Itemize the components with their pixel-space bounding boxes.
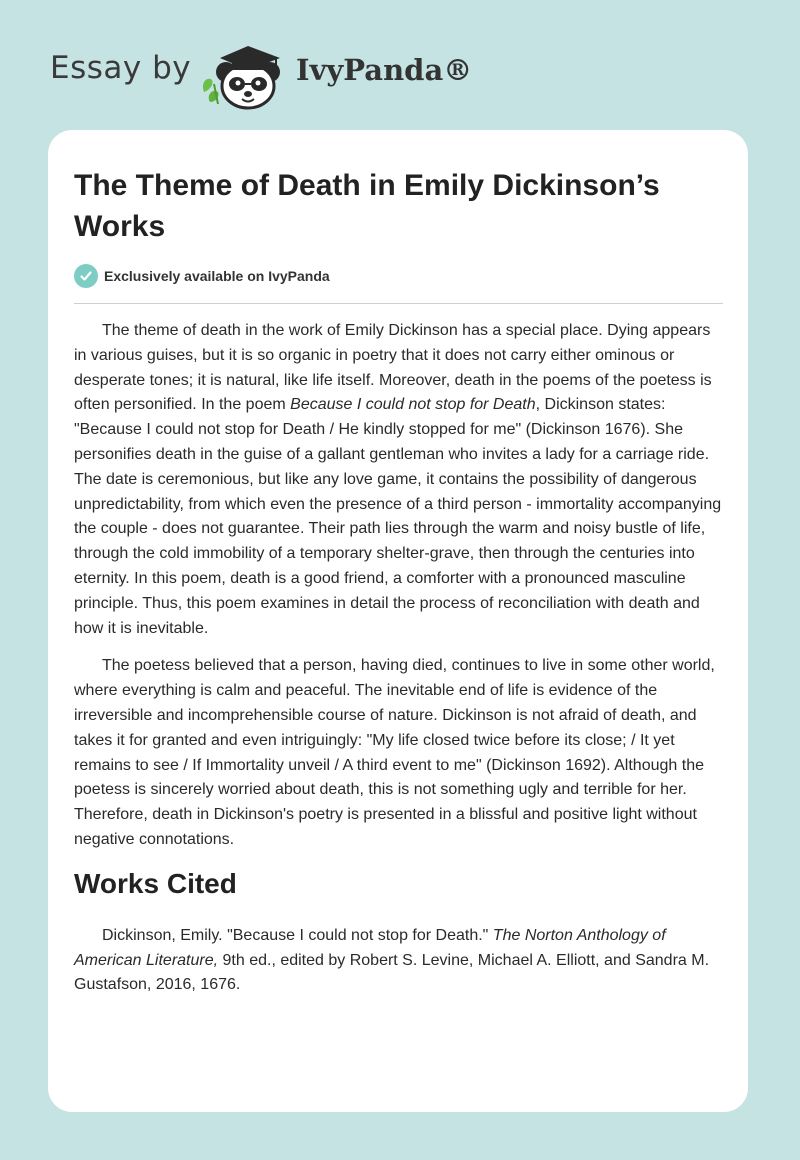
page-title: The Theme of Death in Emily Dickinson’s Works xyxy=(74,169,660,243)
poem-title: Because I could not stop for Death xyxy=(290,396,536,414)
paragraph-2: The poetess believed that a person, having died, continues to live in some other world, where everything is calm and peaceful. The inevitable end of life is evidence of the irreversible and incomprehensible course of nature. Dickinson is not afraid of death, and takes it for granted and even intriguingly: "My life closed twice before its close; / It yet remains to see / If Immortality unveil / A third event to me" (Dickinson 1692). Although the poetess is sincerely worried about death, this is not something ugly and terrible for her. Therefore, death in Dickinson's poetry is presented in a blissful and positive light without negative connotations. xyxy=(74,657,715,848)
citation-text-b: 9th ed., edited by Robert S. Levine, Michael A. Elliott, and Sandra M. Gustafson, 2016, 1676. xyxy=(74,951,710,994)
essay-card xyxy=(48,130,748,1112)
essay-by-label: Essay by xyxy=(50,50,192,86)
exclusive-badge xyxy=(74,262,330,290)
paragraph-1-text-a: The theme of death in the work of Emily Dickinson has a special place. Dying appears in various guises, but it is so organic in poetry that it does not carry either ominous or desperate tones; it is natural, like life itself. Moreover, death in the poems of the poetess is often personified. In the poem xyxy=(74,322,712,414)
badge-label: Exclusively available on IvyPanda xyxy=(104,268,330,284)
works-cited-heading: Works Cited xyxy=(74,867,237,899)
citation-entry xyxy=(74,924,726,998)
site-header xyxy=(0,0,800,120)
citation-text-a: Dickinson, Emily. "Because I could not stop for Death." xyxy=(102,926,493,944)
paragraph-1-text-b: , Dickinson states: "Because I could not stop for Death / He kindly stopped for me" (Dickinson 1676). She personifies death in the guise of a gallant gentleman who invites a lady for a carriage ride. The date is ceremonious, but like any love game, it contains the possibility of dangerous unpredictability, from which even the presence of a third person - immortality accompanying the couple - does not guarantee. Their path lies through the warm and noisy bustle of life, through the cold immobility of a temporary shelter-grave, then through the centuries into eternity. In this poem, death is a good friend, a comforter with a pronounced masculine principle. Thus, this poem examines in detail the process of reconciliation with death and how it is inevitable. xyxy=(74,396,722,637)
brand-name[interactable]: IvyPanda® xyxy=(296,53,473,87)
check-circle-icon xyxy=(74,264,98,288)
paragraph-1 xyxy=(74,319,726,641)
article-body xyxy=(74,319,726,998)
divider xyxy=(74,303,723,304)
panda-graduate-icon xyxy=(200,38,292,110)
citation-source-title: The Norton Anthology of American Literature, xyxy=(74,926,666,969)
